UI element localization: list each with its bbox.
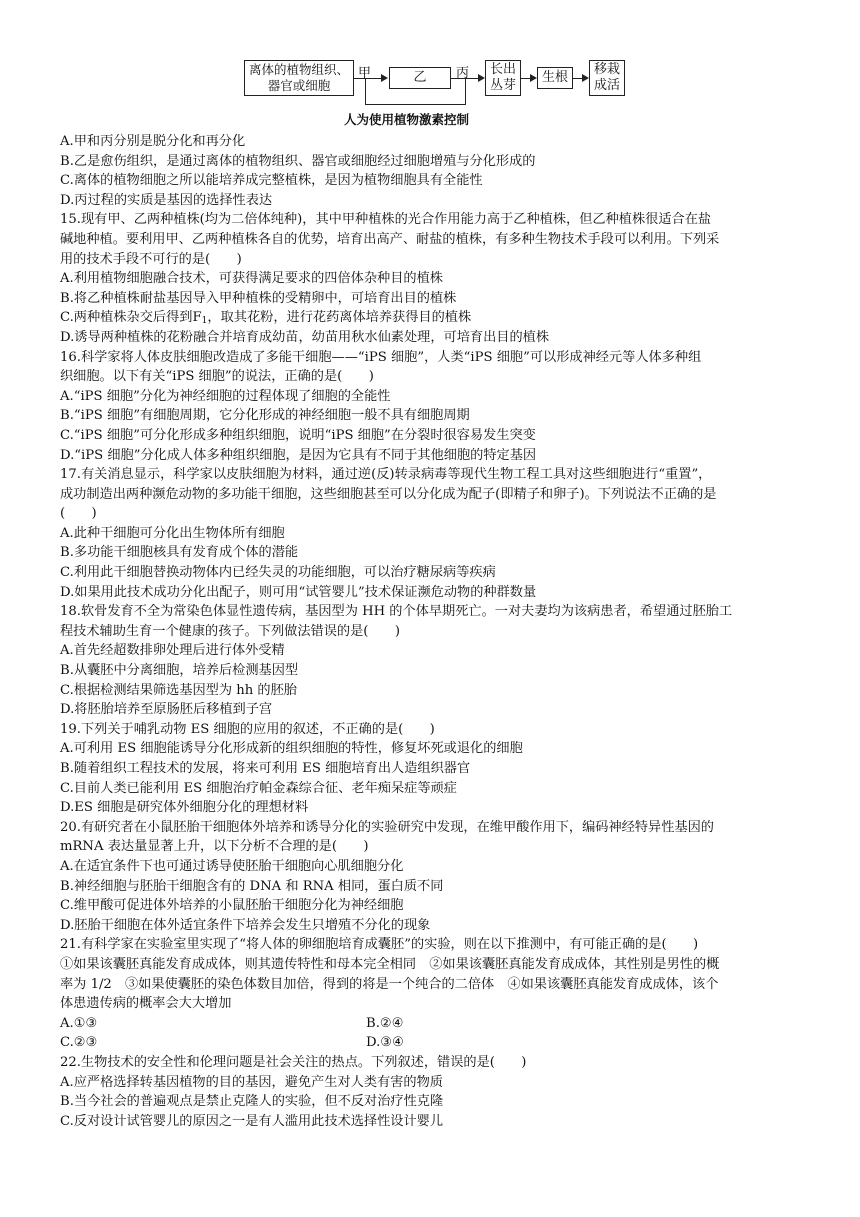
question-text bbox=[60, 132, 830, 1131]
shoot-label-2: 丛芽 bbox=[489, 78, 516, 93]
tissue-culture-flowchart bbox=[244, 60, 624, 130]
q21-option-b: B.②④ bbox=[366, 1015, 404, 1031]
q16-option-a: A.“iPS 细胞”分化为神经细胞的过程体现了细胞的全能性 bbox=[60, 388, 391, 404]
step-jia-label: 甲 bbox=[358, 66, 372, 81]
q22-option-c: C.反对设计试管婴儿的原因之一是有人滥用此技术选择性设计婴儿 bbox=[60, 1113, 444, 1129]
callus-box bbox=[389, 67, 451, 89]
q21-option-a: A.①③ bbox=[60, 1015, 98, 1031]
q22-stem-1: 22.生物技术的安全性和伦理问题是社会关注的热点。下列叙述，错误的是( ) bbox=[60, 1054, 527, 1070]
q18-option-c: C.根据检测结果筛选基因型为 hh 的胚胎 bbox=[60, 682, 297, 698]
q21-options-row-2 bbox=[60, 1033, 830, 1053]
q17-stem-1: 17.有关消息显示，科学家以皮肤细胞为材料，通过逆(反)转录病毒等现代生物工程工具对这些细胞进行“重置”， bbox=[60, 467, 712, 483]
q15-stem-1: 15.现有甲、乙两种植株(均为二倍体纯种)，其中甲种植株的光合作用能力高于乙种植株，但乙种植株很适合在盐 bbox=[60, 212, 712, 228]
transplant-box bbox=[589, 60, 625, 96]
arrow-3-head bbox=[530, 74, 537, 82]
q15-option-c-pre: C.两种植株杂交后得到F bbox=[60, 310, 202, 326]
shoot-label-1: 长出 bbox=[489, 62, 516, 77]
transplant-label-2: 成活 bbox=[593, 78, 620, 93]
q18-stem-2: 程技术辅助生育一个健康的孩子。下列做法错误的是( ) bbox=[60, 623, 400, 639]
q15-option-a: A.利用植物细胞融合技术，可获得满足要求的四倍体杂种目的植株 bbox=[60, 271, 443, 287]
q14-option-c: C.离体的植物细胞之所以能培养成完整植株，是因为植物细胞具有全能性 bbox=[60, 173, 483, 189]
q18-option-d: D.将胚胎培养至原肠胚后移植到子宫 bbox=[60, 702, 273, 718]
q21-option-c: C.②③ bbox=[60, 1035, 98, 1051]
root-box bbox=[537, 67, 573, 89]
q16-stem-1: 16.科学家将人体皮肤细胞改造成了多能干细胞——“iPS 细胞”，人类“iPS 细胞”可以形成神经元等人体多种组 bbox=[60, 349, 702, 365]
q21-stem-4: 体患遗传病的概率会大大增加 bbox=[60, 996, 232, 1012]
q20-option-d: D.胚胎干细胞在体外适宜条件下培养会发生只增殖不分化的现象 bbox=[60, 917, 431, 933]
q17-stem-3: ( ) bbox=[60, 506, 97, 522]
q14-option-d: D.丙过程的实质是基因的选择性表达 bbox=[60, 192, 273, 208]
arrow-4-head bbox=[582, 74, 589, 82]
q21-options-row-1 bbox=[60, 1014, 830, 1034]
q17-option-a: A.此种干细胞可分化出生物体所有细胞 bbox=[60, 525, 285, 541]
q17-stem-2: 成功制造出两种濒危动物的多功能干细胞，这些细胞甚至可以分化成为配子(即精子和卵子)。下列说法不正确的是 bbox=[60, 486, 717, 502]
q21-stem-3: 率为 1/2 ③如果使囊胚的染色体数目加倍，得到的将是一个纯合的二倍体 ④如果该囊胚真能发育成成体，该个 bbox=[60, 976, 719, 992]
q15-option-b: B.将乙种植株耐盐基因导入甲种植株的受精卵中，可培育出目的植株 bbox=[60, 290, 457, 306]
q19-option-d: D.ES 细胞是研究体外细胞分化的理想材料 bbox=[60, 800, 309, 816]
q15-option-d: D.诱导两种植株的花粉融合并培育成幼苗，幼苗用秋水仙素处理，可培育出目的植株 bbox=[60, 329, 550, 345]
q19-option-c: C.目前人类已能利用 ES 细胞治疗帕金森综合征、老年痴呆症等顽症 bbox=[60, 780, 457, 796]
q20-stem-1: 20.有研究者在小鼠胚胎干细胞体外培养和诱导分化的实验研究中发现，在维甲酸作用下，编码神经特异性基因的 bbox=[60, 819, 714, 835]
isolated-tissue-box bbox=[244, 60, 354, 96]
bracket-left bbox=[365, 78, 366, 104]
q21-option-d: D.③④ bbox=[366, 1035, 404, 1051]
q17-option-c: C.利用此干细胞替换动物体内已经失灵的功能细胞，可以治疗糖尿病等疾病 bbox=[60, 565, 496, 581]
q18-option-a: A.首先经超数排卵处理后进行体外受精 bbox=[60, 643, 285, 659]
q17-option-b: B.多功能干细胞核具有发育成个体的潜能 bbox=[60, 545, 299, 561]
root-label: 生根 bbox=[541, 70, 568, 85]
isolated-tissue-label-2: 器官或细胞 bbox=[267, 78, 331, 93]
q15-stem-3: 用的技术手段不可行的是( ) bbox=[60, 251, 242, 267]
q17-option-d: D.如果用此技术成功分化出配子，则可用“试管婴儿”技术保证濒危动物的种群数量 bbox=[60, 584, 537, 600]
bracket-bottom bbox=[365, 104, 466, 105]
q15-stem-2: 碱地种植。要利用甲、乙两种植株各自的优势，培育出高产、耐盐的植株，有多种生物技术手段可以利用。下列采 bbox=[60, 231, 720, 247]
q14-option-a: A.甲和丙分别是脱分化和再分化 bbox=[60, 134, 246, 149]
step-bing-label: 丙 bbox=[456, 66, 470, 81]
q16-stem-2: 织细胞。以下有关“iPS 细胞”的说法，正确的是( ) bbox=[60, 369, 374, 385]
q18-stem-1: 18.软骨发育不全为常染色体显性遗传病，基因型为 HH 的个体早期死亡。一对夫妻均为该病患者，希望通过胚胎工 bbox=[60, 604, 733, 620]
q22-option-b: B.当今社会的普遍观点是禁止克隆人的实验，但不反对治疗性克隆 bbox=[60, 1094, 444, 1110]
arrow-2-head bbox=[478, 74, 485, 82]
q19-stem-1: 19.下列关于哺乳动物 ES 细胞的应用的叙述，不正确的是( ) bbox=[60, 721, 435, 737]
q19-option-a: A.可利用 ES 细胞能诱导分化形成新的组织细胞的特性，修复坏死或退化的细胞 bbox=[60, 741, 523, 757]
q20-option-b: B.神经细胞与胚胎干细胞含有的 DNA 和 RNA 相同，蛋白质不同 bbox=[60, 878, 444, 894]
arrow-1-head bbox=[381, 74, 388, 82]
q16-option-d: D.“iPS 细胞”分化成人体多种组织细胞，是因为它具有不同于其他细胞的特定基因 bbox=[60, 447, 537, 463]
q20-option-c: C.维甲酸可促进体外培养的小鼠胚胎干细胞分化为神经细胞 bbox=[60, 898, 404, 914]
q21-stem-2: ①如果该囊胚真能发育成成体，则其遗传特性和母本完全相同 ②如果该囊胚真能发育成成体，其性别是男性的概 bbox=[60, 956, 720, 972]
q21-stem-1: 21.有科学家在实验室里实现了“将人体的卵细胞培育成囊胚”的实验，则在以下推测中，有可能正确的是( ) bbox=[60, 937, 699, 953]
q15-option-c bbox=[60, 308, 830, 328]
callus-label: 乙 bbox=[413, 70, 427, 85]
q15-option-c-sub: 1 bbox=[201, 316, 208, 327]
q19-option-b: B.随着组织工程技术的发展，将来可利用 ES 细胞培育出人造组织器官 bbox=[60, 761, 471, 776]
q16-option-b: B.“iPS 细胞”有细胞周期，它分化形成的神经细胞一般不具有细胞周期 bbox=[60, 408, 470, 424]
bracket-right bbox=[465, 78, 466, 104]
q16-option-c: C.“iPS 细胞”可分化形成多种组织细胞，说明“iPS 细胞”在分裂时很容易发生突变 bbox=[60, 427, 536, 443]
shoot-box bbox=[485, 60, 521, 96]
isolated-tissue-label-1: 离体的植物组织、 bbox=[248, 62, 349, 77]
q22-option-a: A.应严格选择转基因植物的目的基因，避免产生对人类有害的物质 bbox=[60, 1074, 443, 1090]
hormone-control-caption: 人为使用植物激素控制 bbox=[344, 112, 470, 127]
q14-option-b: B.乙是愈伤组织，是通过离体的植物组织、器官或细胞经过细胞增殖与分化形成的 bbox=[60, 153, 536, 169]
q15-option-c-post: ，取其花粉，进行花药离体培养获得目的植株 bbox=[207, 310, 472, 326]
q20-option-a: A.在适宜条件下也可通过诱导使胚胎干细胞向心肌细胞分化 bbox=[60, 858, 404, 874]
q18-option-b: B.从囊胚中分离细胞，培养后检测基因型 bbox=[60, 663, 299, 679]
q20-stem-2: mRNA 表达量显著上升，以下分析不合理的是( ) bbox=[60, 839, 369, 855]
transplant-label-1: 移栽 bbox=[593, 62, 620, 77]
arrow-1 bbox=[354, 78, 382, 79]
